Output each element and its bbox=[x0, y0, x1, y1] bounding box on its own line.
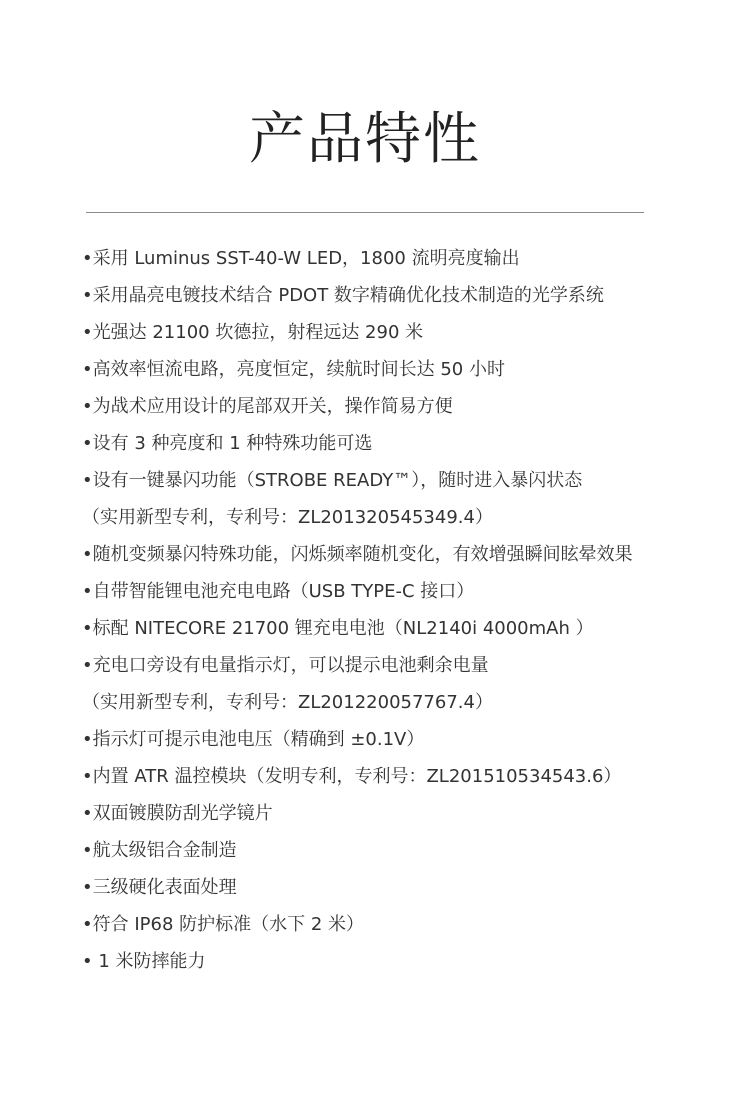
feature-item: • 1 米防摔能力 bbox=[82, 951, 206, 972]
feature-item: •航太级铝合金制造 bbox=[82, 840, 237, 861]
feature-item: •双面镀膜防刮光学镜片 bbox=[82, 803, 273, 824]
feature-item: •设有 3 种亮度和 1 种特殊功能可选 bbox=[82, 433, 373, 454]
feature-item: •指示灯可提示电池电压（精确到 ±0.1V） bbox=[82, 729, 425, 750]
feature-item: （实用新型专利，专利号：ZL201320545349.4） bbox=[82, 507, 493, 528]
feature-item: •标配 NITECORE 21700 锂充电电池（NL2140i 4000mAh ） bbox=[82, 618, 594, 639]
feature-item: •自带智能锂电池充电电路（USB TYPE-C 接口） bbox=[82, 581, 475, 602]
feature-list bbox=[82, 240, 702, 980]
title-divider bbox=[86, 212, 644, 213]
feature-item: •充电口旁设有电量指示灯，可以提示电池剩余电量 bbox=[82, 655, 489, 676]
feature-item: •设有一键暴闪功能（STROBE READY™），随时进入暴闪状态 bbox=[82, 470, 583, 491]
feature-item: •为战术应用设计的尾部双开关，操作简易方便 bbox=[82, 396, 453, 417]
feature-item: •光强达 21100 坎德拉，射程远达 290 米 bbox=[82, 322, 424, 343]
feature-item: •随机变频暴闪特殊功能，闪烁频率随机变化，有效增强瞬间眩晕效果 bbox=[82, 544, 633, 565]
page-title: 产品特性 bbox=[249, 107, 481, 172]
feature-item: •符合 IP68 防护标准（水下 2 米） bbox=[82, 914, 365, 935]
feature-item: •采用 Luminus SST-40-W LED，1800 流明亮度输出 bbox=[82, 248, 520, 269]
feature-item: •内置 ATR 温控模块（发明专利，专利号：ZL201510534543.6） bbox=[82, 766, 622, 787]
feature-item: •采用晶亮电镀技术结合 PDOT 数字精确优化技术制造的光学系统 bbox=[82, 285, 604, 306]
feature-item: •高效率恒流电路，亮度恒定，续航时间长达 50 小时 bbox=[82, 359, 505, 380]
feature-item: •三级硬化表面处理 bbox=[82, 877, 237, 898]
feature-item: （实用新型专利，专利号：ZL201220057767.4） bbox=[82, 692, 493, 713]
